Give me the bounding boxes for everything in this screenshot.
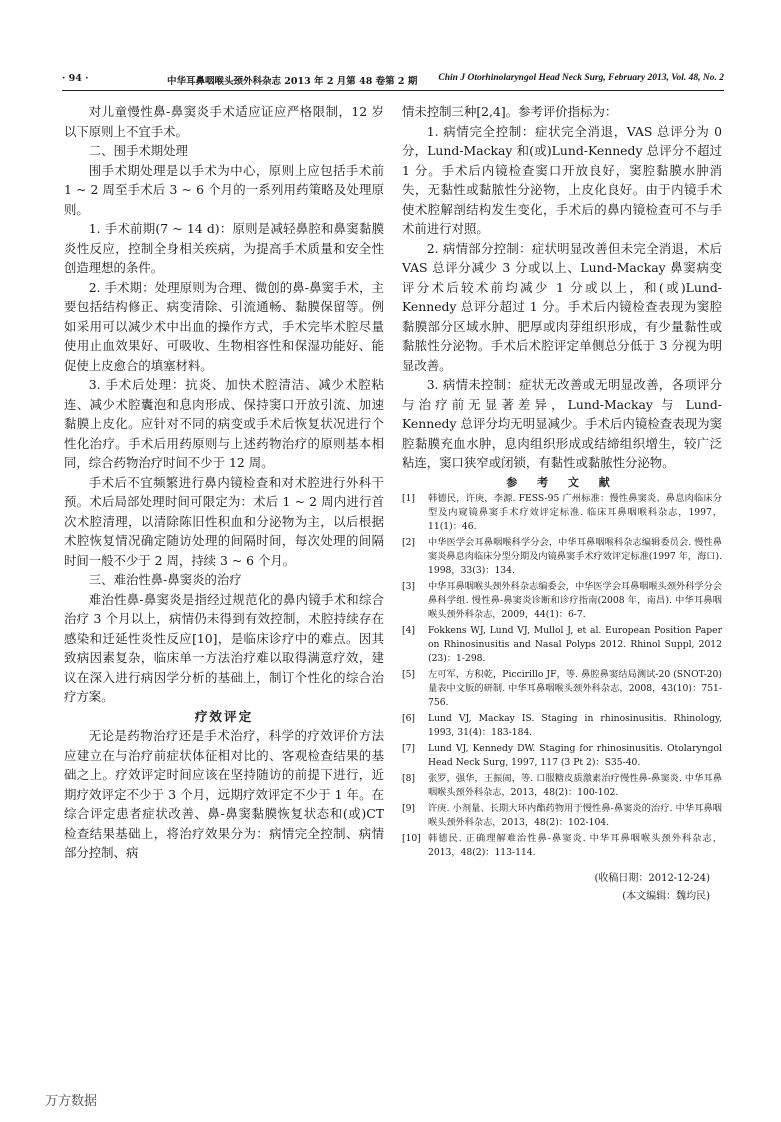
- reference-item: [402, 668, 722, 710]
- reference-number: [1]: [402, 493, 416, 504]
- reference-item: [402, 742, 722, 770]
- reference-item: [402, 624, 722, 666]
- reference-item: [402, 832, 722, 860]
- paragraph: 对儿童慢性鼻-鼻窦炎手术适应证应严格限制，12 岁以下原则上不宜手术。: [64, 104, 384, 139]
- reference-number: [3]: [402, 581, 416, 592]
- reference-text: Lund VJ, Mackay IS. Staging in rhinosinusitis. Rhinology, 1993, 31(4)：183-184.: [428, 713, 722, 738]
- reference-item: [402, 772, 722, 800]
- reference-number: [4]: [402, 625, 416, 636]
- page-number: · 94 ·: [62, 73, 89, 84]
- reference-item: [402, 492, 722, 534]
- reference-text: 韩德民，许庚，李源. FESS-95 广州标准：慢性鼻窦炎、鼻息肉临床分型及内窥镜鼻窦手术疗效评定标准. 临床耳鼻咽喉科杂志，1997，11(1)：46.: [428, 493, 722, 532]
- subsection-heading: 三、难治性鼻-鼻窦炎的治疗: [88, 572, 242, 587]
- reference-number: [6]: [402, 713, 416, 724]
- reference-text: Fokkens WJ, Lund VJ, Mullol J, et al. European Position Paper on Rhinosinusitis and Nasal Polyps 2012. Rhinol Suppl, 2012 (23)：1-298.: [428, 625, 722, 664]
- left-column: [64, 102, 384, 863]
- paragraph: 1. 病情完全控制：症状完全消退，VAS 总评分为 0 分，Lund-Mackay 和(或)Lund-Kennedy 总评分不超过 1 分。手术后内镜检查窦口开放良好，窦腔黏膜水肿消失，无黏性或黏脓性分泌物，上皮化良好。由于内镜手术使术腔解剖结构发生变化，手术后的鼻内镜检查可不与手术前进行对照。: [402, 123, 722, 236]
- reference-text: 左可军，方积乾，Piccirillo JF，等. 鼻腔鼻窦结局测试-20 (SNOT-20) 量表中文版的研制. 中华耳鼻咽喉头颈外科杂志，2008，43(10)：751-756.: [428, 669, 722, 708]
- paragraph: 情未控制三种[2,4]。参考评价指标为：: [402, 104, 618, 119]
- reference-text: 中华耳鼻咽喉头颈外科杂志编委会，中华医学会耳鼻咽喉头颈外科学分会鼻科学组. 慢性鼻-鼻窦炎诊断和诊疗指南(2008 年，南昌). 中华耳鼻咽喉头颈外科杂志，2009，44(1)：6-7.: [428, 581, 722, 620]
- running-header: [62, 70, 724, 91]
- journal-title-cn: 中华耳鼻咽喉头颈外科杂志 2013 年 2 月第 48 卷第 2 期: [167, 76, 418, 87]
- paragraph: 手术后不宜频繁进行鼻内镜检查和对术腔进行外科干预。术后局部处理时间可限定为：术后 1 ~ 2 周内进行首次术腔清理，以清除陈旧性积血和分泌物为主，以后根据术腔恢复情况确定随访处理的间隔时间，每次处理的间隔时间一般不少于 2 周，持续 3 ~ 6 个月。: [64, 474, 384, 568]
- paragraph: 2. 病情部分控制：症状明显改善但未完全消退，术后 VAS 总评分减少 3 分或以上、Lund-Mackay 鼻窦病变评分术后较术前均减少 1 分或以上，和(或)Lund-Kennedy 总评分超过 1 分。手术后内镜检查表现为窦腔黏膜部分区域水肿、肥厚或肉芽组织形成，有少量黏性或黏脓性分泌物。手术后术腔评定单侧总分低于 3 分视为明显改善。: [402, 240, 722, 373]
- reference-text: 张罗，强华，王振闹，等. 口服糖皮质激素治疗慢性鼻-鼻窦炎. 中华耳鼻咽喉头颈外科杂志，2013，48(2)：100-102.: [428, 773, 722, 798]
- paragraph: 3. 手术后处理：抗炎、加快术腔清洁、减少术腔粘连、减少术腔囊泡和息肉形成、保持窦口开放引流、加速黏膜上皮化。应针对不同的病变或手术后恢复状况进行个性化治疗。手术后用药原则与上述药物治疗的原则基本相同，综合药物治疗时间不少于 12 周。: [64, 377, 384, 470]
- reference-item: [402, 802, 722, 830]
- paragraph: 3. 病情未控制：症状无改善或无明显改善，各项评分与治疗前无显著差异，Lund-Mackay 与 Lund-Kennedy 总评分均无明显减少。手术后内镜检查表现为窦腔黏膜充血水肿，息肉组织形成或结缔组织增生，较广泛粘连，窦口狭窄或闭锁，有黏性或黏脓性分泌物。: [402, 377, 722, 470]
- reference-text: 许庚. 小剂量、长期大环内酯药物用于慢性鼻-鼻窦炎的治疗. 中华耳鼻咽喉头颈外科杂志，2013，48(2)：102-104.: [428, 803, 722, 828]
- reference-number: [9]: [402, 803, 416, 814]
- reference-item: [402, 536, 722, 578]
- reference-number: [8]: [402, 773, 416, 784]
- paragraph: 围手术期处理是以手术为中心，原则上应包括手术前 1 ~ 2 周至手术后 3 ~ 6 个月的一系列用药策略及处理原则。: [64, 162, 384, 217]
- subsection-heading: 二、围手术期处理: [88, 143, 188, 158]
- paragraph: 难治性鼻-鼻窦炎是指经过规范化的鼻内镜手术和综合治疗 3 个月以上，病情仍未得到有效控制，术腔持续存在感染和迁延性炎性反应[10]，是临床诊疗中的难点。因其致病因素复杂，临床单一方法治疗难以取得满意疗效，建议在深入进行病因学分析的基础上，制订个性化的综合治疗方案。: [64, 591, 384, 704]
- paragraph: 1. 手术前期(7 ~ 14 d)：原则是减轻鼻腔和鼻窦黏膜炎性反应，控制全身相关疾病，为提高手术质量和安全性创造理想的条件。: [64, 221, 384, 275]
- reference-number: [5]: [402, 669, 416, 680]
- watermark: 万方数据: [45, 1094, 98, 1109]
- reference-number: [10]: [402, 833, 421, 844]
- reference-item: [402, 580, 722, 622]
- reference-text: Lund VJ, Kennedy DW. Staging for rhinosinusitis. Otolaryngol Head Neck Surg, 1997, 117 (3 Pt 2)：S35-40.: [428, 743, 722, 768]
- references-title: 参 考 文 献: [506, 475, 618, 489]
- received-date: (收稿日期：2012-12-24): [594, 873, 710, 884]
- reference-number: [2]: [402, 537, 416, 548]
- section-title: 疗效评定: [194, 708, 254, 724]
- article-dates: [402, 870, 722, 906]
- reference-item: [402, 712, 722, 740]
- reference-list: [402, 492, 722, 860]
- right-column: [402, 102, 722, 906]
- editor-credit: (本文编辑：魏均民): [622, 891, 710, 902]
- paragraph: 无论是药物治疗还是手术治疗，科学的疗效评价方法应建立在与治疗前症状体征相对比的、客观检查结果的基础之上。疗效评定时间应该在坚持随访的前提下进行，近期疗效评定不少于 3 个月，远期疗效评定不少于 1 年。在综合评定患者症状改善、鼻-鼻窦黏膜恢复状态和(或)CT 检查结果基础上，将治疗效果分为：病情完全控制、病情部分控制、病: [64, 728, 384, 860]
- reference-text: 中华医学会耳鼻咽喉科学分会，中华耳鼻咽喉科杂志编辑委员会. 慢性鼻窦炎鼻息肉临床分型分期及内镜鼻窦手术疗效评定标准(1997 年，海口). 1998，33(3)：134.: [428, 537, 722, 576]
- paragraph: 2. 手术期：处理原则为合理、微创的鼻-鼻窦手术，主要包括结构修正、病变清除、引流通畅、黏膜保留等。例如采用可以减少术中出血的操作方式，手术完毕术腔尽量使用止血效果好、可吸收、生物相容性和保湿功能好、能促使上皮愈合的填塞材料。: [64, 279, 384, 373]
- journal-title-en: Chin J Otorhinolaryngol Head Neck Surg, February 2013, Vol. 48, No. 2: [438, 73, 724, 83]
- reference-number: [7]: [402, 743, 416, 754]
- reference-text: 韩德民. 正确理解难治性鼻-鼻窦炎. 中华耳鼻咽喉头颈外科杂志，2013，48(2)：113-114.: [428, 833, 722, 858]
